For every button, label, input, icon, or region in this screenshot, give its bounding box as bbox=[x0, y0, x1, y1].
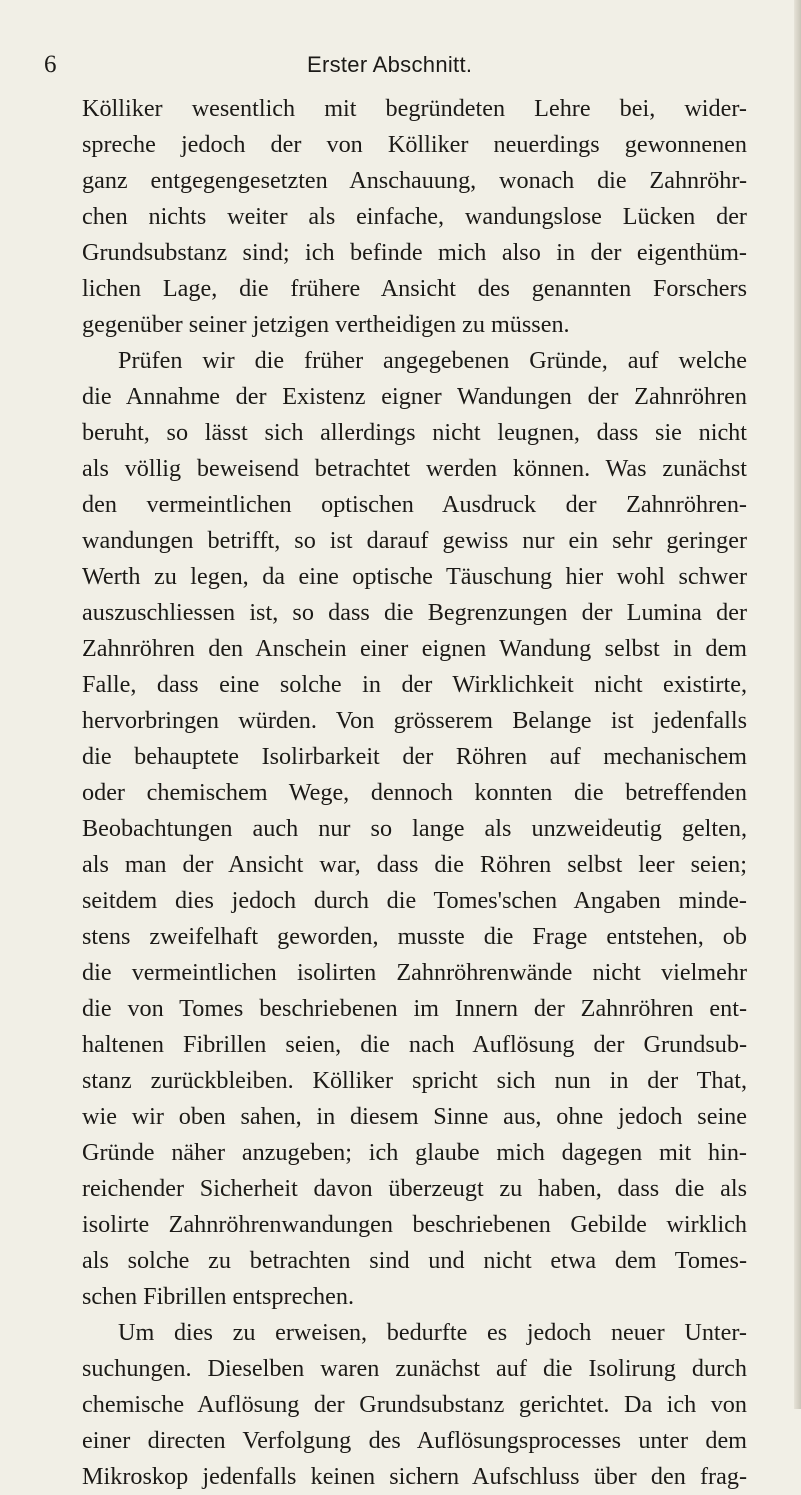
text-line: die behauptete Isolirbarkeit der Röhren auf mechanischem bbox=[82, 743, 747, 770]
text-line: wandungen betrifft, so ist darauf gewiss nur ein sehr geringer bbox=[82, 527, 747, 554]
text-line: Beobachtungen auch nur so lange als unzweideutig gelten, bbox=[82, 815, 747, 842]
text-line: als völlig beweisend betrachtet werden können. Was zunächst bbox=[82, 455, 747, 482]
text-line: Falle, dass eine solche in der Wirklichkeit nicht existirte, bbox=[82, 671, 747, 698]
page-number: 6 bbox=[44, 51, 57, 78]
text-line: die Annahme der Existenz eigner Wandungen der Zahnröhren bbox=[82, 383, 747, 410]
text-line: Prüfen wir die früher angegebenen Gründe, auf welche bbox=[118, 347, 747, 374]
text-line: beruht, so lässt sich allerdings nicht leugnen, dass sie nicht bbox=[82, 419, 747, 446]
text-line: stanz zurückbleiben. Kölliker spricht sich nun in der That, bbox=[82, 1067, 747, 1094]
text-line: Zahnröhren den Anschein einer eignen Wandung selbst in dem bbox=[82, 635, 747, 662]
text-line: wie wir oben sahen, in diesem Sinne aus, ohne jedoch seine bbox=[82, 1103, 747, 1130]
text-line: haltenen Fibrillen seien, die nach Auflösung der Grundsub- bbox=[82, 1031, 747, 1058]
text-line: einer directen Verfolgung des Auflösungsprocesses unter dem bbox=[82, 1427, 747, 1454]
text-line: Grundsubstanz sind; ich befinde mich also in der eigenthüm- bbox=[82, 239, 747, 266]
text-line: reichender Sicherheit davon überzeugt zu haben, dass die als bbox=[82, 1175, 747, 1202]
text-line: chemische Auflösung der Grundsubstanz gerichtet. Da ich von bbox=[82, 1391, 747, 1418]
text-line: als solche zu betrachten sind und nicht etwa dem Tomes- bbox=[82, 1247, 747, 1274]
text-line: spreche jedoch der von Kölliker neuerdings gewonnenen bbox=[82, 131, 747, 158]
text-line: lichen Lage, die frühere Ansicht des genannten Forschers bbox=[82, 275, 747, 302]
text-line: Kölliker wesentlich mit begründeten Lehre bei, wider- bbox=[82, 95, 747, 122]
text-line: stens zweifelhaft geworden, musste die Frage entstehen, ob bbox=[82, 923, 747, 950]
body-text bbox=[82, 91, 747, 1495]
text-line: Werth zu legen, da eine optische Täuschung hier wohl schwer bbox=[82, 563, 747, 590]
text-line: seitdem dies jedoch durch die Tomes'schen Angaben minde- bbox=[82, 887, 747, 914]
running-title: Erster Abschnitt. bbox=[307, 52, 473, 77]
text-line: den vermeintlichen optischen Ausdruck der Zahnröhren- bbox=[82, 491, 747, 518]
text-line: suchungen. Dieselben waren zunächst auf die Isolirung durch bbox=[82, 1355, 747, 1382]
text-line: Um dies zu erweisen, bedurfte es jedoch neuer Unter- bbox=[118, 1319, 747, 1346]
text-line: als man der Ansicht war, dass die Röhren selbst leer seien; bbox=[82, 851, 747, 878]
text-line: Gründe näher anzugeben; ich glaube mich dagegen mit hin- bbox=[82, 1139, 747, 1166]
text-line: schen Fibrillen entsprechen. bbox=[82, 1283, 355, 1310]
page-header bbox=[44, 50, 744, 80]
text-line: ganz entgegengesetzten Anschauung, wonach die Zahnröhr- bbox=[82, 167, 747, 194]
text-line: Mikroskop jedenfalls keinen sichern Aufschluss über den frag- bbox=[82, 1463, 747, 1490]
text-line: die vermeintlichen isolirten Zahnröhrenwände nicht vielmehr bbox=[82, 959, 747, 986]
text-line: hervorbringen würden. Von grösserem Belange ist jedenfalls bbox=[82, 707, 747, 734]
text-line: isolirte Zahnröhrenwandungen beschriebenen Gebilde wirklich bbox=[82, 1211, 747, 1238]
text-line: die von Tomes beschriebenen im Innern der Zahnröhren ent- bbox=[82, 995, 747, 1022]
text-line: oder chemischem Wege, dennoch konnten die betreffenden bbox=[82, 779, 747, 806]
text-line: gegenüber seiner jetzigen vertheidigen zu müssen. bbox=[82, 311, 570, 338]
text-line: auszuschliessen ist, so dass die Begrenzungen der Lumina der bbox=[82, 599, 747, 626]
text-line: chen nichts weiter als einfache, wandungslose Lücken der bbox=[82, 203, 747, 230]
page-edge bbox=[794, 0, 801, 1409]
